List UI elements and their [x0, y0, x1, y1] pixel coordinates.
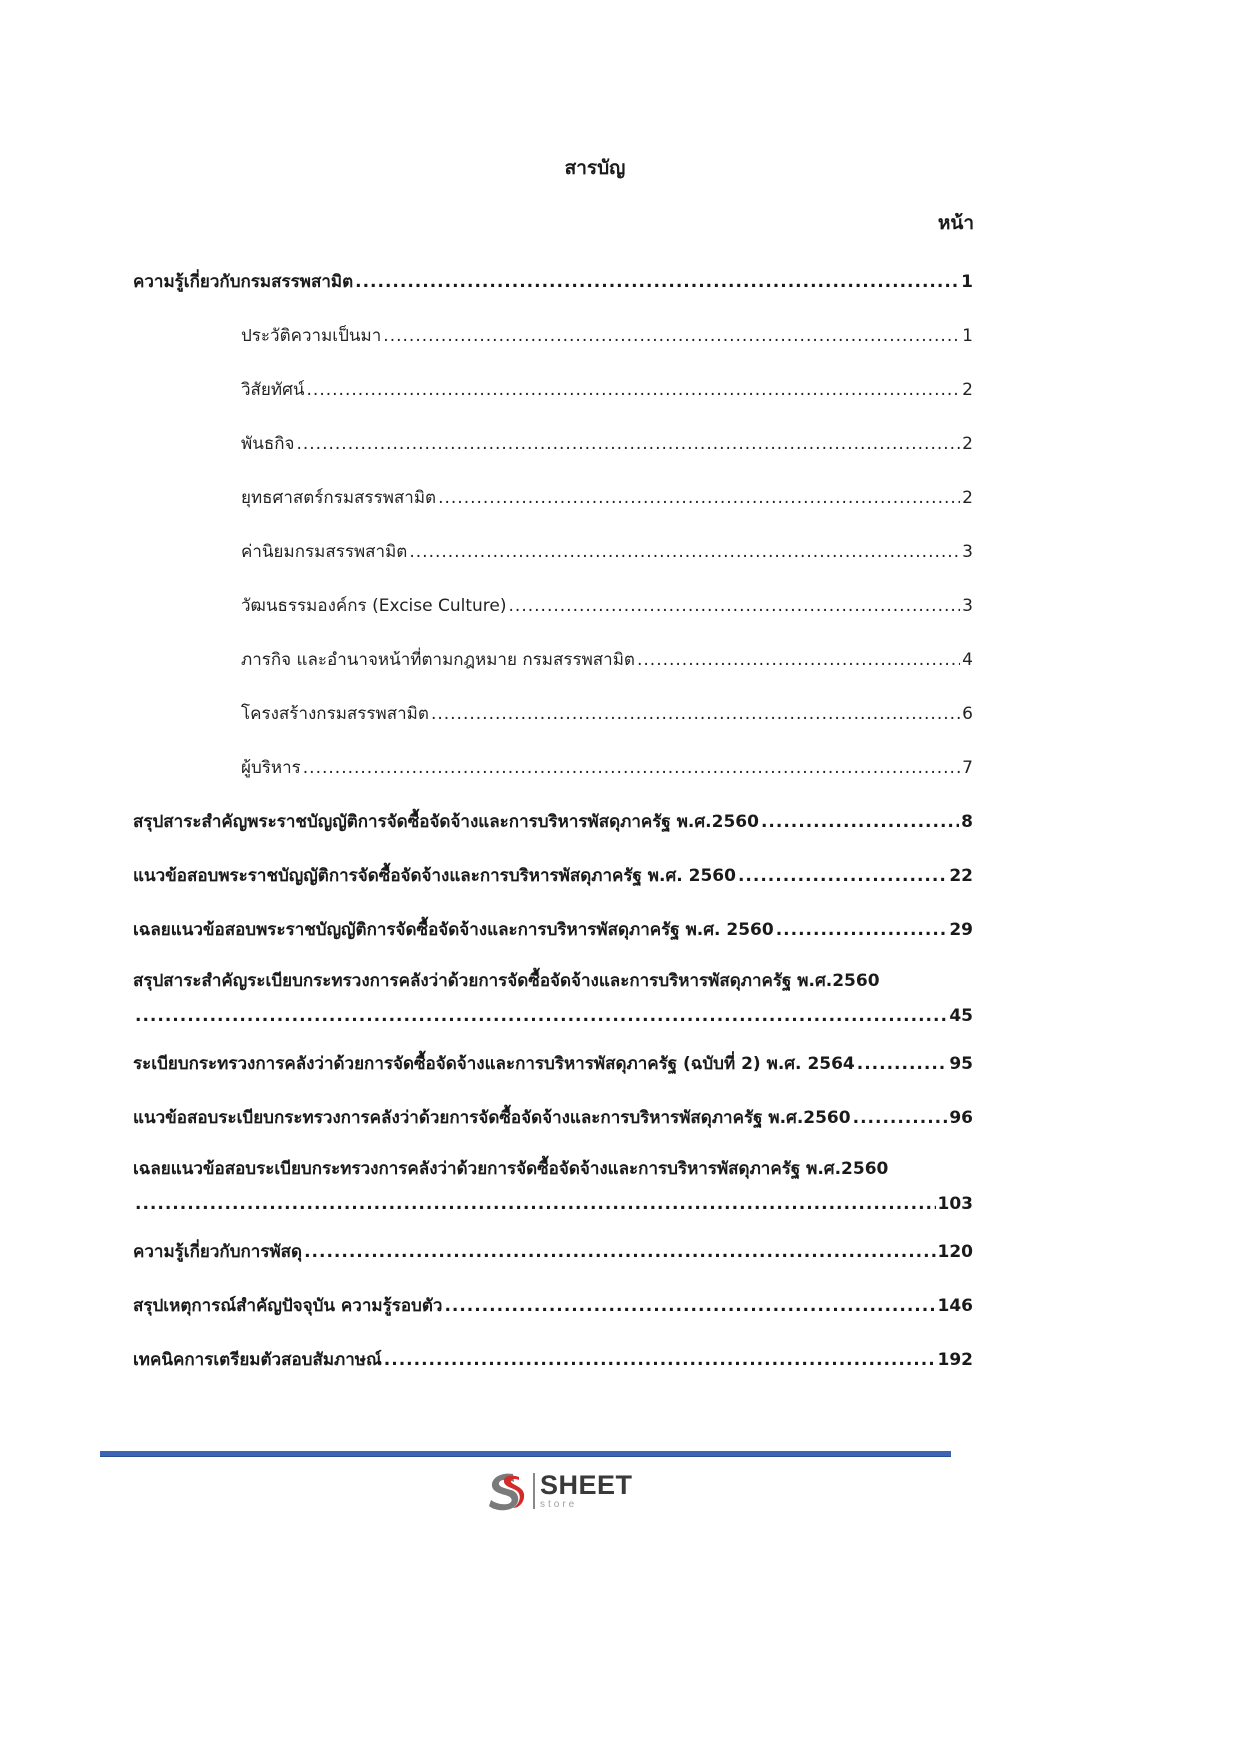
toc-dot-leader [857, 1054, 948, 1074]
toc-entry-page: 4 [962, 649, 973, 670]
toc-entry [133, 1220, 973, 1274]
toc-dot-leader [509, 596, 961, 616]
toc-dot-leader [303, 758, 960, 778]
toc-entry-leader-line [133, 994, 973, 1032]
toc-section-label: เทคนิคการเตรียมตัวสอบสัมภาษณ์ [133, 1349, 382, 1370]
toc-dot-leader [738, 866, 947, 886]
toc-entry [133, 250, 973, 304]
toc-entry-page: 2 [962, 433, 973, 454]
toc-dot-leader [444, 1296, 935, 1316]
toc-entry [133, 844, 973, 898]
toc-dot-leader [761, 812, 959, 832]
toc-entry [133, 466, 973, 520]
toc-entry [133, 1140, 973, 1220]
toc-entry-page: 29 [949, 919, 973, 940]
toc-section-label: ความรู้เกี่ยวกับการพัสดุ [133, 1241, 303, 1262]
toc-entry [133, 952, 973, 1032]
toc-entry-page: 103 [937, 1194, 973, 1214]
toc-dot-leader [438, 488, 960, 508]
toc-subsection-label: ผู้บริหาร [241, 757, 301, 778]
toc-subsection-label: ยุทธศาสตร์กรมสรรพสามิต [241, 487, 437, 508]
toc-entry-page: 45 [949, 1006, 973, 1026]
toc-subsection-label: ประวัติความเป็นมา [241, 325, 382, 346]
toc-entry-page: 2 [962, 379, 973, 400]
logo-wordmark: SHEET [540, 1470, 633, 1500]
logo-subtext: store [540, 1499, 578, 1510]
toc-dot-leader [431, 704, 960, 724]
toc-entry-label: สรุปสาระสำคัญระเบียบกระทรวงการคลังว่าด้วยการจัดซื้อจัดจ้างและการบริหารพัสดุภาครัฐ พ.ศ.2560 [133, 971, 880, 991]
toc-entry [133, 1328, 973, 1382]
toc-entry-label: เฉลยแนวข้อสอบระเบียบกระทรวงการคลังว่าด้วยการจัดซื้อจัดจ้างและการบริหารพัสดุภาครัฐ พ.ศ.2560 [133, 1159, 889, 1179]
logo-divider [533, 1473, 535, 1509]
toc-section-label: สรุปสาระสำคัญพระราชบัญญัติการจัดซื้อจัดจ้างและการบริหารพัสดุภาครัฐ พ.ศ.2560 [133, 811, 759, 832]
toc-entry-page: 3 [962, 541, 973, 562]
toc-entry-page: 7 [962, 757, 973, 778]
toc-entry-leader-line [133, 1182, 973, 1220]
toc-section-label: แนวข้อสอบพระราชบัญญัติการจัดซื้อจัดจ้างและการบริหารพัสดุภาครัฐ พ.ศ. 2560 [133, 865, 736, 886]
toc-entry [133, 898, 973, 952]
toc-entry [133, 682, 973, 736]
toc-entry [133, 790, 973, 844]
toc-entry-page: 120 [937, 1241, 973, 1262]
toc-entry [133, 1032, 973, 1086]
toc-entry-page: 192 [937, 1349, 973, 1370]
toc-section-label: ระเบียบกระทรวงการคลังว่าด้วยการจัดซื้อจัดจ้างและการบริหารพัสดุภาครัฐ (ฉบับที่ 2) พ.ศ. 2564 [133, 1053, 855, 1074]
toc-dot-leader [135, 1194, 936, 1214]
toc-dot-leader [296, 434, 960, 454]
toc-dot-leader [853, 1108, 948, 1128]
toc-dot-leader [135, 1006, 947, 1026]
toc-dot-leader [384, 1350, 936, 1370]
sheet-store-logo-icon [483, 1468, 529, 1514]
toc-entry-page: 95 [949, 1053, 973, 1074]
toc-section-label: เฉลยแนวข้อสอบพระราชบัญญัติการจัดซื้อจัดจ้างและการบริหารพัสดุภาครัฐ พ.ศ. 2560 [133, 919, 774, 940]
toc-entry [133, 1274, 973, 1328]
page-column-header: หน้า [937, 212, 974, 234]
toc-dot-leader [307, 380, 961, 400]
toc-dot-leader [409, 542, 960, 562]
toc-dot-leader [304, 1242, 935, 1262]
toc-entry-page: 2 [962, 487, 973, 508]
toc-section-label: ความรู้เกี่ยวกับกรมสรรพสามิต [133, 271, 354, 292]
toc-entry [133, 574, 973, 628]
sheet-store-logo [483, 1468, 633, 1514]
toc-entry-page: 22 [949, 865, 973, 886]
toc-section-label: แนวข้อสอบระเบียบกระทรวงการคลังว่าด้วยการจัดซื้อจัดจ้างและการบริหารพัสดุภาครัฐ พ.ศ.2560 [133, 1107, 851, 1128]
page-title: สารบัญ [564, 157, 626, 179]
toc-entry-page: 1 [961, 271, 973, 292]
toc-subsection-label: วิสัยทัศน์ [241, 379, 305, 400]
toc-entry [133, 520, 973, 574]
toc-section-label: สรุปเหตุการณ์สำคัญปัจจุบัน ความรู้รอบตัว [133, 1295, 443, 1316]
toc-subsection-label: โครงสร้างกรมสรรพสามิต [241, 703, 429, 724]
toc-dot-leader [383, 326, 960, 346]
toc-subsection-label: ภารกิจ และอำนาจหน้าที่ตามกฎหมาย กรมสรรพสามิต [241, 649, 635, 670]
toc-subsection-label: วัฒนธรรมองค์กร (Excise Culture) [241, 595, 507, 616]
toc-entry-page: 3 [962, 595, 973, 616]
toc-entry [133, 1086, 973, 1140]
toc-entry-page: 1 [962, 325, 973, 346]
table-of-contents [133, 250, 973, 1382]
toc-dot-leader [355, 272, 959, 292]
toc-entry-page: 8 [961, 811, 973, 832]
toc-entry-page: 146 [937, 1295, 973, 1316]
toc-entry [133, 412, 973, 466]
toc-entry [133, 628, 973, 682]
toc-entry [133, 736, 973, 790]
toc-entry [133, 358, 973, 412]
toc-entry [133, 304, 973, 358]
logo-text [540, 1472, 633, 1510]
footer-rule [100, 1451, 951, 1457]
toc-subsection-label: ค่านิยมกรมสรรพสามิต [241, 541, 408, 562]
toc-dot-leader [776, 920, 948, 940]
toc-dot-leader [637, 650, 960, 670]
toc-entry-page: 96 [949, 1107, 973, 1128]
toc-subsection-label: พันธกิจ [241, 433, 295, 454]
toc-entry-page: 6 [962, 703, 973, 724]
